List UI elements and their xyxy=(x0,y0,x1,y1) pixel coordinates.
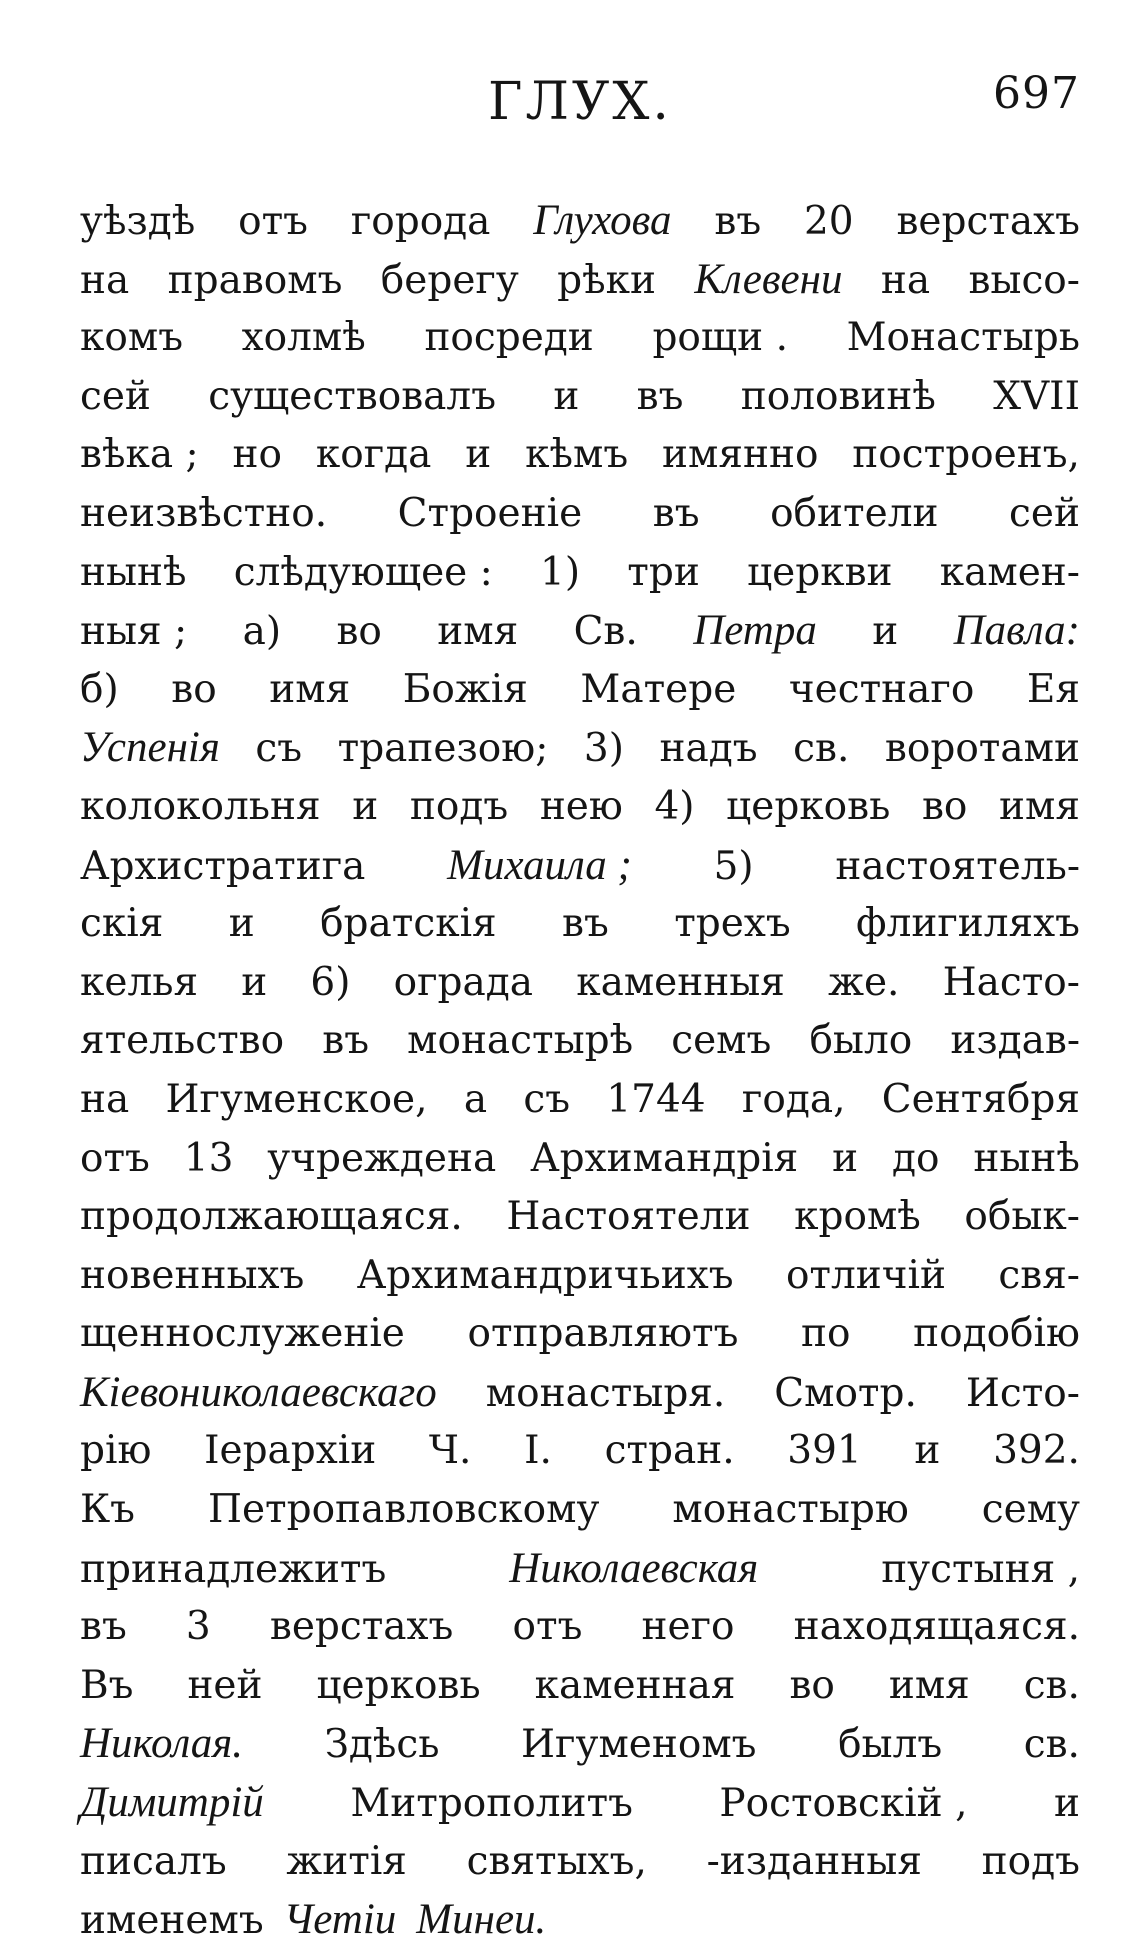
word: верстахъ xyxy=(896,199,1080,244)
word: церковь xyxy=(316,1662,481,1708)
word: монастыря. xyxy=(485,1370,726,1416)
word: имя xyxy=(437,609,519,655)
word: года, xyxy=(741,1076,846,1122)
word: монастырѣ xyxy=(407,1018,634,1064)
word: во xyxy=(921,783,968,829)
text-line xyxy=(80,1540,1080,1599)
word: -изданныя xyxy=(706,1838,922,1884)
word: настоятель- xyxy=(835,843,1080,889)
word: кромѣ xyxy=(794,1194,921,1240)
word: а xyxy=(463,1076,488,1122)
word: а) xyxy=(242,609,282,655)
text-line xyxy=(80,778,1080,837)
word: 3 xyxy=(185,1604,211,1650)
word: Насто- xyxy=(942,959,1080,1005)
word: обык- xyxy=(964,1194,1080,1240)
word: Исто- xyxy=(965,1370,1080,1416)
word: существовалъ xyxy=(208,373,497,419)
word: Монастырь xyxy=(846,315,1080,361)
italic-word: Успенiя xyxy=(80,724,220,772)
text-line xyxy=(80,1481,1080,1540)
word: города xyxy=(350,199,491,244)
word: трехъ xyxy=(674,901,791,947)
word: него xyxy=(641,1604,735,1650)
body-text xyxy=(80,192,1080,1950)
word: семъ xyxy=(671,1018,772,1064)
italic-word: Николая. xyxy=(80,1720,243,1768)
word: 392. xyxy=(993,1428,1080,1474)
word: подъ xyxy=(409,783,509,829)
word: Здѣсь xyxy=(324,1722,440,1768)
word: Митрополитъ xyxy=(350,1781,633,1827)
word: св. xyxy=(1023,1722,1080,1768)
text-line xyxy=(80,719,1080,778)
word: съ xyxy=(255,726,303,772)
word: по xyxy=(801,1311,851,1357)
word: трапезою; xyxy=(337,726,549,772)
italic-word: Димитрiй xyxy=(80,1779,264,1827)
word: Матере xyxy=(580,666,737,712)
word: издав- xyxy=(950,1018,1080,1064)
word: св. xyxy=(1023,1662,1080,1708)
word: имя xyxy=(888,1662,970,1708)
word: до xyxy=(892,1135,940,1181)
word: рощи . xyxy=(652,315,788,361)
word: стран. xyxy=(604,1428,735,1474)
text-line xyxy=(80,954,1080,1013)
word: три xyxy=(627,549,700,595)
word: Ея xyxy=(1026,666,1080,712)
word: щеннослуженiе xyxy=(80,1311,405,1357)
word: б) xyxy=(80,666,119,712)
text-line xyxy=(80,1891,1080,1950)
word: Настоятели xyxy=(506,1194,751,1240)
italic-word: Михаила ; xyxy=(447,841,632,889)
running-head xyxy=(80,68,1080,148)
word: каменная xyxy=(534,1662,736,1708)
word: камен- xyxy=(939,549,1080,595)
running-title: ГЛУХ. xyxy=(488,72,672,132)
word: Архимандричьихъ xyxy=(356,1252,734,1298)
word: именемъ xyxy=(80,1898,264,1944)
text-line xyxy=(80,1598,1080,1657)
word: скiя xyxy=(80,901,164,947)
word: былъ xyxy=(838,1722,943,1768)
text-line xyxy=(80,1715,1080,1774)
italic-word: Глухова xyxy=(533,197,672,244)
word: на xyxy=(80,1076,130,1122)
word: когда xyxy=(315,432,432,478)
word: и xyxy=(553,373,580,419)
word: находящаяся. xyxy=(793,1604,1080,1650)
word: и xyxy=(1053,1781,1080,1827)
word: комъ xyxy=(80,315,184,361)
text-line xyxy=(80,426,1080,485)
text-line xyxy=(80,192,1080,251)
word: холмѣ xyxy=(241,315,366,361)
word: пустыня , xyxy=(881,1546,1080,1592)
word: имянно xyxy=(662,432,819,478)
text-line xyxy=(80,544,1080,603)
word: Iерархiи xyxy=(204,1428,377,1474)
word: сей xyxy=(1009,490,1080,536)
italic-word: Минеи. xyxy=(416,1896,547,1944)
word: Архимандрiя xyxy=(530,1135,799,1181)
word: рiю xyxy=(80,1428,152,1474)
text-line xyxy=(80,1305,1080,1364)
italic-word: Николаевская xyxy=(509,1544,759,1592)
word: во xyxy=(171,666,217,712)
word: отличiй xyxy=(785,1252,947,1298)
italic-word: Петра xyxy=(693,607,817,655)
word: братскiя xyxy=(320,901,497,947)
word: сему xyxy=(981,1487,1080,1533)
page-number: 697 xyxy=(993,68,1080,119)
word: 6) xyxy=(310,959,351,1005)
word: писалъ xyxy=(80,1838,227,1884)
word: отъ xyxy=(80,1135,150,1181)
word: сей xyxy=(80,373,151,419)
word: принадлежитъ xyxy=(80,1546,387,1592)
text-line xyxy=(80,485,1080,544)
italic-word: Клевени xyxy=(694,255,843,303)
word: неизвѣстно. xyxy=(80,490,328,536)
word: 13 xyxy=(183,1135,234,1181)
word: воротами xyxy=(884,726,1080,772)
word: посреди xyxy=(424,315,594,361)
word: надъ xyxy=(659,726,758,772)
word: вѣка ; xyxy=(80,432,199,478)
word: и xyxy=(241,959,268,1005)
word: Къ xyxy=(80,1487,135,1533)
text-line xyxy=(80,309,1080,368)
text-line xyxy=(80,1422,1080,1481)
word: продолжающаяся. xyxy=(80,1194,463,1240)
word: во xyxy=(336,609,382,655)
word: Св. xyxy=(573,609,638,655)
text-line xyxy=(80,1071,1080,1130)
word: 1744 xyxy=(606,1076,706,1122)
word: свя- xyxy=(998,1252,1080,1298)
word: рѣки xyxy=(557,257,657,303)
word: въ xyxy=(562,901,609,947)
word: 3) xyxy=(583,726,624,772)
word: во xyxy=(789,1662,835,1708)
word: уѣздѣ xyxy=(80,199,196,244)
word: и xyxy=(228,901,255,947)
text-line xyxy=(80,895,1080,954)
word: построенъ, xyxy=(852,432,1080,478)
word: въ xyxy=(714,199,762,244)
word: св. xyxy=(793,726,850,772)
word: подобiю xyxy=(913,1311,1080,1357)
word: церкви xyxy=(747,549,893,595)
word: было xyxy=(809,1018,913,1064)
word: нынѣ xyxy=(80,549,187,595)
word: Сентября xyxy=(881,1076,1080,1122)
word: Игуменское, xyxy=(165,1076,428,1122)
word: Божiя xyxy=(402,666,528,712)
word: но xyxy=(232,432,282,478)
word: отправляютъ xyxy=(467,1311,739,1357)
text-line xyxy=(80,251,1080,310)
word: же. xyxy=(828,959,900,1005)
word: половинѣ xyxy=(740,373,936,419)
text-line xyxy=(80,1364,1080,1423)
word: Строенiе xyxy=(397,490,583,536)
word: ограда xyxy=(393,959,534,1005)
word: 1) xyxy=(540,549,581,595)
word: отъ xyxy=(512,1604,583,1650)
word: Ч. xyxy=(428,1428,472,1474)
word: въ xyxy=(652,490,700,536)
word: церковь xyxy=(726,783,891,829)
text-line xyxy=(80,1012,1080,1071)
word: честнаго xyxy=(788,666,975,712)
word: 5) xyxy=(713,843,754,889)
text-line xyxy=(80,1188,1080,1247)
word: новенныхъ xyxy=(80,1252,305,1298)
word: кѣмъ xyxy=(525,432,629,478)
word: на xyxy=(80,257,130,303)
word: Архистратига xyxy=(80,843,366,889)
word: имя xyxy=(999,783,1080,829)
text-line xyxy=(80,1833,1080,1892)
word: въ xyxy=(322,1018,370,1064)
word: Петропавловскому xyxy=(207,1487,600,1533)
word: нею xyxy=(539,783,623,829)
word: Игуменомъ xyxy=(521,1722,757,1768)
word: и xyxy=(872,609,899,655)
word: подъ xyxy=(981,1838,1080,1884)
text-line xyxy=(80,1130,1080,1189)
word: высо- xyxy=(968,257,1080,303)
word: святыхъ, xyxy=(466,1838,647,1884)
word: колокольня xyxy=(80,783,321,829)
word: и xyxy=(465,432,492,478)
word: въ xyxy=(80,1604,127,1650)
word: имя xyxy=(269,666,351,712)
word: и xyxy=(832,1135,859,1181)
word: 4) xyxy=(654,783,695,829)
word: съ xyxy=(523,1076,571,1122)
word: учреждена xyxy=(267,1135,497,1181)
word: на xyxy=(880,257,931,303)
text-line xyxy=(80,1774,1080,1833)
word: флигиляхъ xyxy=(856,901,1080,947)
word: слѣдующее : xyxy=(233,549,493,595)
word: Въ xyxy=(80,1662,134,1708)
text-line xyxy=(80,661,1080,720)
word: и xyxy=(914,1428,941,1474)
word: ятельство xyxy=(80,1018,285,1064)
word: I. xyxy=(524,1428,552,1474)
word: нынѣ xyxy=(973,1135,1080,1181)
word: 20 xyxy=(803,199,854,244)
word: въ xyxy=(636,373,684,419)
word: отъ xyxy=(238,199,308,244)
word: верстахъ xyxy=(269,1604,454,1650)
italic-word: Павла: xyxy=(953,607,1080,655)
word: каменныя xyxy=(576,959,785,1005)
italic-word: Кiевониколаевскаго xyxy=(80,1368,437,1416)
text-line xyxy=(80,602,1080,661)
word: правомъ xyxy=(167,257,343,303)
word: берегу xyxy=(380,257,519,303)
word: Смотр. xyxy=(774,1370,917,1416)
text-line xyxy=(80,837,1080,896)
word: XVII xyxy=(993,373,1080,419)
word: Ростовскiй , xyxy=(719,1781,968,1827)
word: ней xyxy=(187,1662,263,1708)
word: и xyxy=(352,783,379,829)
text-line xyxy=(80,368,1080,427)
word: 391 xyxy=(787,1428,862,1474)
text-line xyxy=(80,1247,1080,1306)
word: келья xyxy=(80,959,199,1005)
text-line xyxy=(80,1657,1080,1716)
word: житiя xyxy=(286,1838,407,1884)
word: ныя ; xyxy=(80,609,188,655)
word: монастырю xyxy=(672,1487,909,1533)
word: обители xyxy=(770,490,939,536)
italic-word: Четiи xyxy=(283,1896,397,1944)
